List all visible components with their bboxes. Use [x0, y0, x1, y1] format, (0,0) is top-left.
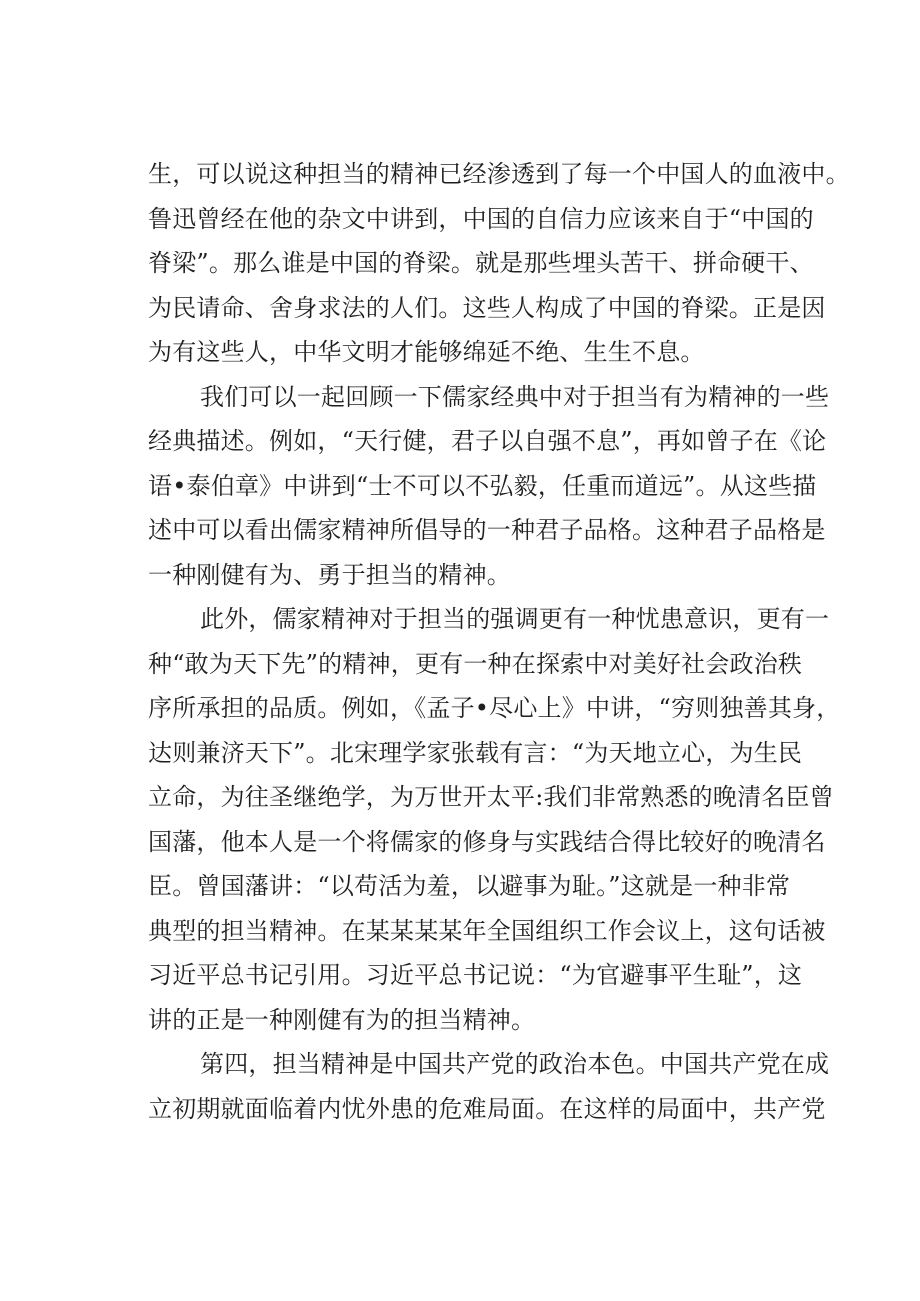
- paragraph-first-line: 我们可以一起回顾一下儒家经典中对于担当有为精神的一些: [200, 382, 830, 411]
- paragraph-first-line: 第四，担当精神是中国共产党的政治本色。中国共产党在成: [200, 1050, 830, 1078]
- text-line: 种“敢为天下先”的精神，更有一种在探索中对美好社会政治秩: [148, 649, 803, 678]
- body-text: [148, 152, 850, 1131]
- text-line: 经典描述。例如，“天行健，君子以自强不息”，再如曾子在《论: [148, 427, 827, 455]
- text-line: 习近平总书记引用。习近平总书记说：“为官避事平生耻”，这: [148, 961, 803, 989]
- text-line: 达则兼济天下”。北宋理学家张载有言：“为天地立心，为生民: [148, 738, 803, 767]
- paragraph-first-line: 此外，儒家精神对于担当的强调更有一种忧患意识，更有一: [200, 605, 830, 633]
- text-line: 典型的担当精神。在某某某某年全国组织工作会议上，这句话被: [148, 916, 826, 945]
- text-line: 语•泰伯章》中讲到“士不可以不弘毅，任重而道远”。从这些描: [148, 471, 817, 500]
- text-line: 述中可以看出儒家精神所倡导的一种君子品格。这种君子品格是: [148, 516, 826, 544]
- text-line: 脊梁”。那么谁是中国的脊梁。就是那些埋头苦干、拼命硬干、: [148, 249, 814, 277]
- text-line: 立初期就面临着内忧外患的危难局面。在这样的局面中，共产党: [148, 1094, 826, 1123]
- text-line: 讲的正是一种刚健有为的担当精神。: [148, 1005, 536, 1034]
- text-line: 臣。曾国藩讲：“以苟活为羞，以避事为耻。”这就是一种非常: [148, 872, 791, 900]
- text-line: 立命，为往圣继绝学，为万世开太平:我们非常熟悉的晚清名臣曾: [148, 783, 834, 811]
- text-line: 鲁迅曾经在他的杂文中讲到，中国的自信力应该来自于“中国的: [148, 204, 814, 233]
- text-line: 序所承担的品质。例如，《孟子•尽心上》中讲，“穷则独善其身，: [148, 694, 841, 722]
- text-line: 国藩，他本人是一个将儒家的修身与实践结合得比较好的晚清名: [148, 827, 826, 856]
- text-line: 为民请命、舍身求法的人们。这些人构成了中国的脊梁。正是因: [148, 293, 826, 322]
- text-line: 为有这些人，中华文明才能够绵延不绝、生生不息。: [148, 338, 705, 366]
- text-line: 生，可以说这种担当的精神已经渗透到了每一个中国人的血液中。: [148, 160, 850, 188]
- text-line: 一种刚健有为、勇于担当的精神。: [148, 560, 511, 589]
